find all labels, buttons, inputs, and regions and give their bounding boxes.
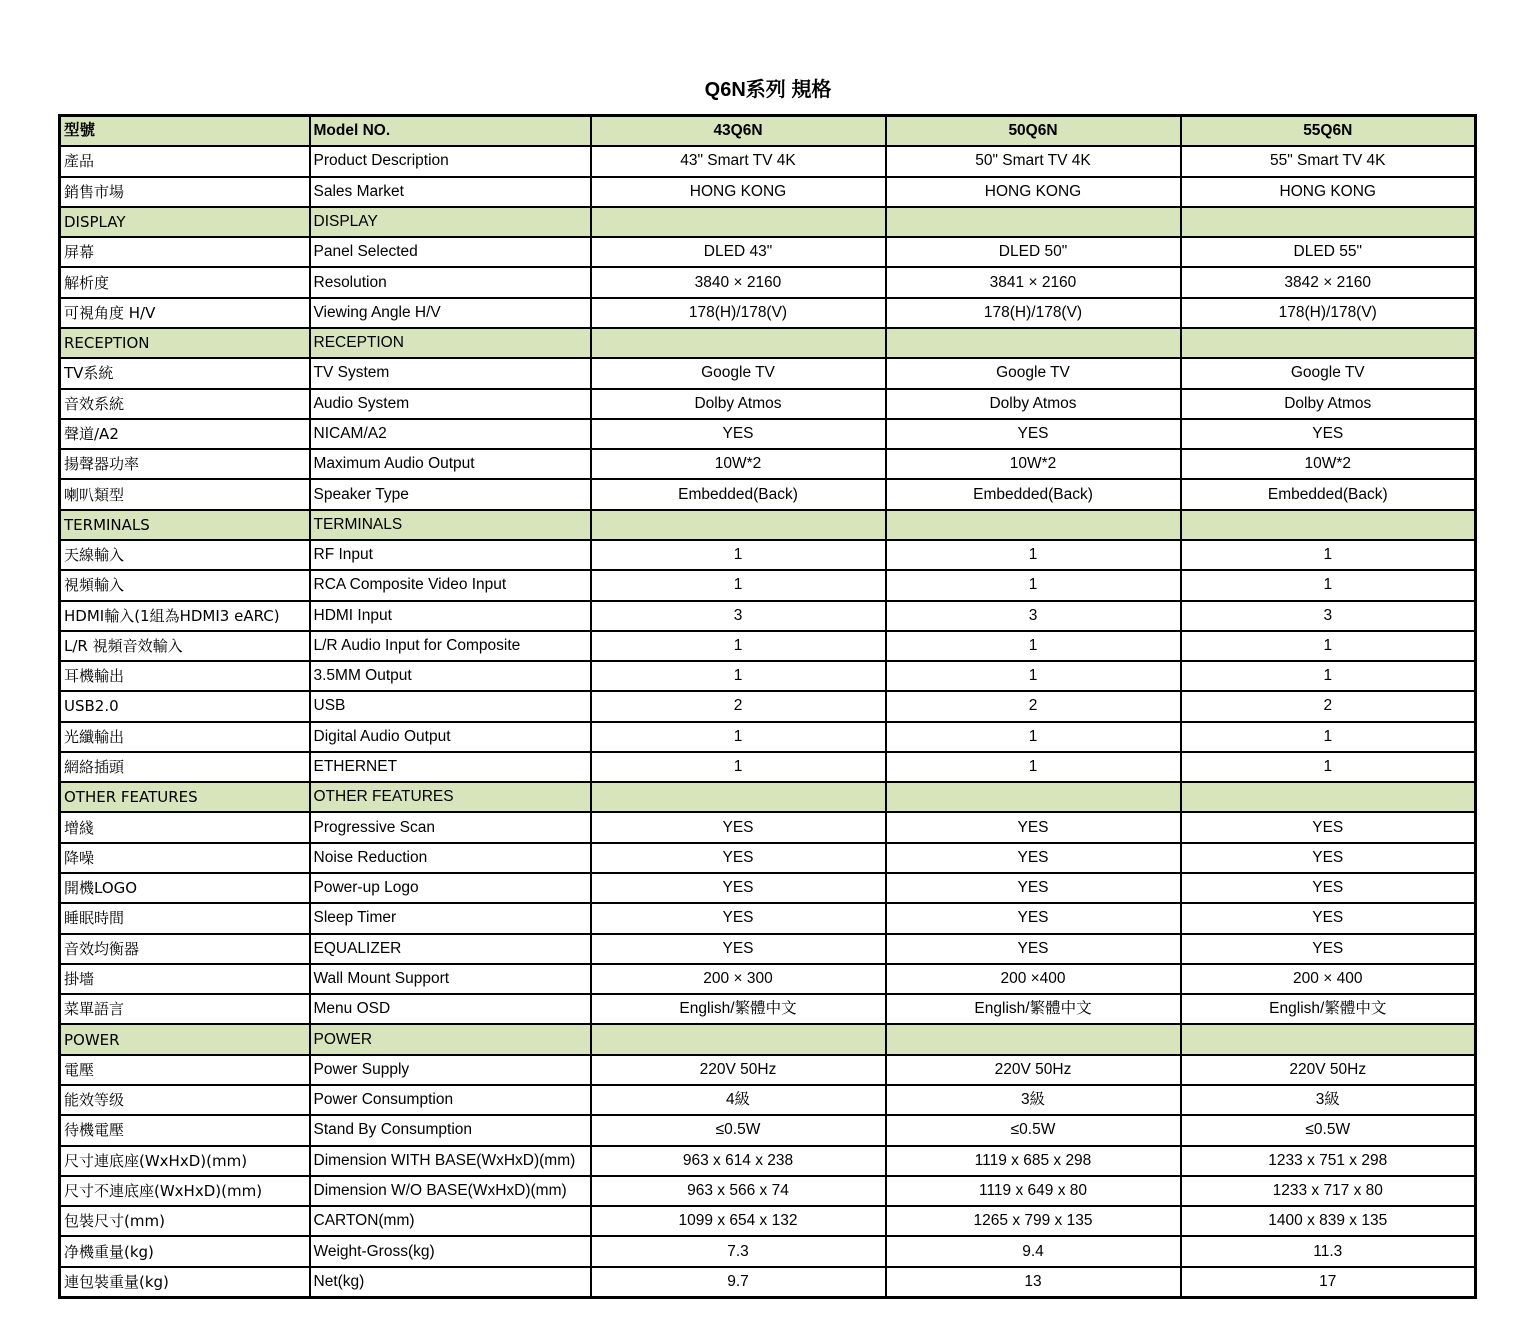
value-cell: English/繁體中文 — [886, 994, 1181, 1024]
table-row — [60, 934, 1476, 964]
value-cell: 1099 x 654 x 132 — [591, 1206, 886, 1236]
value-cell: ≤0.5W — [591, 1115, 886, 1145]
value-cell: Dolby Atmos — [591, 389, 886, 419]
row-label-zh: L/R 視頻音效輸入 — [60, 631, 310, 661]
section-empty-cell — [886, 1024, 1181, 1054]
value-cell: 220V 50Hz — [1181, 1055, 1476, 1085]
row-label-en: Speaker Type — [310, 479, 591, 509]
row-label-zh: 喇叭類型 — [60, 479, 310, 509]
row-label-zh: USB2.0 — [60, 691, 310, 721]
table-row — [60, 661, 1476, 691]
section-label-zh: TERMINALS — [60, 510, 310, 540]
row-label-zh: 聲道/A2 — [60, 419, 310, 449]
section-label-en: OTHER FEATURES — [310, 782, 591, 812]
table-row — [60, 1176, 1476, 1206]
value-cell: YES — [886, 873, 1181, 903]
value-cell: 963 x 614 x 238 — [591, 1146, 886, 1176]
row-label-en: Audio System — [310, 389, 591, 419]
row-label-en: Wall Mount Support — [310, 964, 591, 994]
row-label-zh: 揚聲器功率 — [60, 449, 310, 479]
section-label-zh: DISPLAY — [60, 207, 310, 237]
spec-table — [58, 114, 1477, 1299]
header-cell-model-43: 43Q6N — [591, 116, 886, 147]
row-label-en: Resolution — [310, 267, 591, 297]
row-label-en: Menu OSD — [310, 994, 591, 1024]
table-row — [60, 419, 1476, 449]
row-label-zh: 菜單語言 — [60, 994, 310, 1024]
row-label-en: ETHERNET — [310, 752, 591, 782]
row-label-zh: 連包裝重量(kg) — [60, 1267, 310, 1298]
row-label-zh: 電壓 — [60, 1055, 310, 1085]
table-row — [60, 964, 1476, 994]
section-row — [60, 207, 1476, 237]
section-label-zh: OTHER FEATURES — [60, 782, 310, 812]
value-cell: 2 — [1181, 691, 1476, 721]
value-cell: YES — [591, 419, 886, 449]
value-cell: ≤0.5W — [1181, 1115, 1476, 1145]
value-cell: Embedded(Back) — [591, 479, 886, 509]
value-cell: 3 — [886, 601, 1181, 631]
value-cell: YES — [591, 873, 886, 903]
value-cell: 2 — [886, 691, 1181, 721]
value-cell: YES — [886, 843, 1181, 873]
value-cell: YES — [886, 812, 1181, 842]
value-cell: 200 ×400 — [886, 964, 1181, 994]
value-cell: 1 — [1181, 722, 1476, 752]
value-cell: 3842 × 2160 — [1181, 267, 1476, 297]
row-label-en: Dimension WITH BASE(WxHxD)(mm) — [310, 1146, 591, 1176]
value-cell: 1 — [591, 570, 886, 600]
row-label-zh: 可視角度 H/V — [60, 298, 310, 328]
table-row — [60, 1085, 1476, 1115]
value-cell: Google TV — [591, 358, 886, 388]
section-row — [60, 1024, 1476, 1054]
row-label-zh: 包裝尺寸(mm) — [60, 1206, 310, 1236]
value-cell: HONG KONG — [1181, 177, 1476, 207]
value-cell: 3 — [591, 601, 886, 631]
value-cell: 3 — [1181, 601, 1476, 631]
value-cell: 4級 — [591, 1085, 886, 1115]
row-label-en: Stand By Consumption — [310, 1115, 591, 1145]
value-cell: 10W*2 — [886, 449, 1181, 479]
row-label-zh: 音效系統 — [60, 389, 310, 419]
value-cell: YES — [1181, 812, 1476, 842]
value-cell: 1265 x 799 x 135 — [886, 1206, 1181, 1236]
section-empty-cell — [591, 782, 886, 812]
value-cell: Embedded(Back) — [1181, 479, 1476, 509]
row-label-en: Digital Audio Output — [310, 722, 591, 752]
row-label-en: NICAM/A2 — [310, 419, 591, 449]
section-label-zh: RECEPTION — [60, 328, 310, 358]
spec-table-body — [60, 116, 1476, 1298]
row-label-en: L/R Audio Input for Composite — [310, 631, 591, 661]
value-cell: 1 — [886, 631, 1181, 661]
value-cell: 1233 x 717 x 80 — [1181, 1176, 1476, 1206]
value-cell: English/繁體中文 — [1181, 994, 1476, 1024]
value-cell: 10W*2 — [1181, 449, 1476, 479]
row-label-en: Dimension W/O BASE(WxHxD)(mm) — [310, 1176, 591, 1206]
section-label-en: DISPLAY — [310, 207, 591, 237]
value-cell: YES — [886, 903, 1181, 933]
section-label-en: TERMINALS — [310, 510, 591, 540]
row-label-en: Viewing Angle H/V — [310, 298, 591, 328]
table-row — [60, 479, 1476, 509]
value-cell: 1 — [886, 570, 1181, 600]
value-cell: 2 — [591, 691, 886, 721]
section-empty-cell — [1181, 1024, 1476, 1054]
value-cell: DLED 50" — [886, 237, 1181, 267]
table-row — [60, 1146, 1476, 1176]
row-label-en: Noise Reduction — [310, 843, 591, 873]
row-label-en: CARTON(mm) — [310, 1206, 591, 1236]
table-row — [60, 449, 1476, 479]
value-cell: 1 — [1181, 570, 1476, 600]
value-cell: 3840 × 2160 — [591, 267, 886, 297]
row-label-zh: 光纖輸出 — [60, 722, 310, 752]
value-cell: 1119 x 685 x 298 — [886, 1146, 1181, 1176]
row-label-zh: 網絡插頭 — [60, 752, 310, 782]
row-label-en: Sleep Timer — [310, 903, 591, 933]
row-label-en: Progressive Scan — [310, 812, 591, 842]
row-label-en: Net(kg) — [310, 1267, 591, 1298]
row-label-zh: 尺寸連底座(WxHxD)(mm) — [60, 1146, 310, 1176]
section-empty-cell — [886, 510, 1181, 540]
table-row — [60, 601, 1476, 631]
table-row — [60, 237, 1476, 267]
value-cell: 1 — [1181, 631, 1476, 661]
value-cell: 1400 x 839 x 135 — [1181, 1206, 1476, 1236]
table-row — [60, 298, 1476, 328]
table-row — [60, 843, 1476, 873]
row-label-zh: 能效等级 — [60, 1085, 310, 1115]
section-empty-cell — [1181, 207, 1476, 237]
value-cell: YES — [1181, 873, 1476, 903]
section-row — [60, 328, 1476, 358]
value-cell: Dolby Atmos — [886, 389, 1181, 419]
row-label-zh: 降噪 — [60, 843, 310, 873]
header-row — [60, 116, 1476, 147]
row-label-en: Weight-Gross(kg) — [310, 1236, 591, 1266]
table-row — [60, 570, 1476, 600]
value-cell: 9.7 — [591, 1267, 886, 1298]
section-empty-cell — [1181, 510, 1476, 540]
value-cell: 963 x 566 x 74 — [591, 1176, 886, 1206]
value-cell: English/繁體中文 — [591, 994, 886, 1024]
value-cell: 1119 x 649 x 80 — [886, 1176, 1181, 1206]
table-row — [60, 752, 1476, 782]
header-cell-en: Model NO. — [310, 116, 591, 147]
value-cell: 1 — [886, 752, 1181, 782]
value-cell: 1 — [591, 661, 886, 691]
value-cell: YES — [591, 934, 886, 964]
section-empty-cell — [591, 1024, 886, 1054]
value-cell: 9.4 — [886, 1236, 1181, 1266]
value-cell: 1 — [591, 540, 886, 570]
header-cell-model-50: 50Q6N — [886, 116, 1181, 147]
value-cell: DLED 43" — [591, 237, 886, 267]
table-row — [60, 1115, 1476, 1145]
row-label-zh: 尺寸不連底座(WxHxD)(mm) — [60, 1176, 310, 1206]
row-label-en: Power-up Logo — [310, 873, 591, 903]
row-label-en: RF Input — [310, 540, 591, 570]
table-row — [60, 631, 1476, 661]
row-label-zh: 睡眠時間 — [60, 903, 310, 933]
row-label-zh: 開機LOGO — [60, 873, 310, 903]
value-cell: DLED 55" — [1181, 237, 1476, 267]
row-label-en: Power Supply — [310, 1055, 591, 1085]
value-cell: YES — [1181, 903, 1476, 933]
table-row — [60, 389, 1476, 419]
value-cell: 50" Smart TV 4K — [886, 146, 1181, 176]
table-row — [60, 267, 1476, 297]
row-label-en: Product Description — [310, 146, 591, 176]
row-label-en: Maximum Audio Output — [310, 449, 591, 479]
value-cell: 13 — [886, 1267, 1181, 1298]
section-row — [60, 782, 1476, 812]
section-empty-cell — [1181, 328, 1476, 358]
table-row — [60, 722, 1476, 752]
value-cell: YES — [886, 419, 1181, 449]
value-cell: 1 — [886, 540, 1181, 570]
section-empty-cell — [591, 207, 886, 237]
value-cell: 178(H)/178(V) — [591, 298, 886, 328]
table-row — [60, 1236, 1476, 1266]
value-cell: YES — [1181, 419, 1476, 449]
section-empty-cell — [886, 328, 1181, 358]
value-cell: YES — [886, 934, 1181, 964]
row-label-zh: HDMI輸入(1組為HDMI3 eARC) — [60, 601, 310, 631]
table-row — [60, 691, 1476, 721]
row-label-zh: 解析度 — [60, 267, 310, 297]
row-label-en: Sales Market — [310, 177, 591, 207]
value-cell: YES — [1181, 934, 1476, 964]
row-label-zh: 耳機輸出 — [60, 661, 310, 691]
section-label-en: POWER — [310, 1024, 591, 1054]
value-cell: 55" Smart TV 4K — [1181, 146, 1476, 176]
value-cell: 10W*2 — [591, 449, 886, 479]
value-cell: 1 — [1181, 661, 1476, 691]
value-cell: 17 — [1181, 1267, 1476, 1298]
section-empty-cell — [591, 328, 886, 358]
value-cell: 7.3 — [591, 1236, 886, 1266]
section-label-zh: POWER — [60, 1024, 310, 1054]
value-cell: YES — [591, 812, 886, 842]
value-cell: 200 × 400 — [1181, 964, 1476, 994]
row-label-zh: 待機電壓 — [60, 1115, 310, 1145]
value-cell: YES — [591, 843, 886, 873]
row-label-en: RCA Composite Video Input — [310, 570, 591, 600]
value-cell: 1 — [886, 661, 1181, 691]
value-cell: Google TV — [886, 358, 1181, 388]
value-cell: 1233 x 751 x 298 — [1181, 1146, 1476, 1176]
row-label-en: USB — [310, 691, 591, 721]
row-label-en: TV System — [310, 358, 591, 388]
row-label-en: Panel Selected — [310, 237, 591, 267]
value-cell: 1 — [591, 752, 886, 782]
page-title: Q6N系列 規格 — [704, 79, 832, 101]
table-row — [60, 903, 1476, 933]
row-label-zh: 產品 — [60, 146, 310, 176]
value-cell: 1 — [591, 722, 886, 752]
value-cell: 200 × 300 — [591, 964, 886, 994]
row-label-en: 3.5MM Output — [310, 661, 591, 691]
section-label-en: RECEPTION — [310, 328, 591, 358]
value-cell: 1 — [886, 722, 1181, 752]
table-row — [60, 873, 1476, 903]
value-cell: YES — [591, 903, 886, 933]
value-cell: ≤0.5W — [886, 1115, 1181, 1145]
value-cell: 1 — [1181, 540, 1476, 570]
value-cell: 3級 — [886, 1085, 1181, 1115]
row-label-zh: 音效均衡器 — [60, 934, 310, 964]
header-cell-zh: 型號 — [60, 116, 310, 147]
value-cell: Google TV — [1181, 358, 1476, 388]
table-row — [60, 1206, 1476, 1236]
table-row — [60, 177, 1476, 207]
row-label-en: HDMI Input — [310, 601, 591, 631]
row-label-zh: 增綫 — [60, 812, 310, 842]
value-cell: 11.3 — [1181, 1236, 1476, 1266]
row-label-zh: 銷售市場 — [60, 177, 310, 207]
value-cell: HONG KONG — [886, 177, 1181, 207]
table-row — [60, 1055, 1476, 1085]
value-cell: 43" Smart TV 4K — [591, 146, 886, 176]
value-cell: 220V 50Hz — [886, 1055, 1181, 1085]
value-cell: 3841 × 2160 — [886, 267, 1181, 297]
row-label-zh: 天線輸入 — [60, 540, 310, 570]
table-row — [60, 1267, 1476, 1298]
table-row — [60, 358, 1476, 388]
row-label-zh: 净機重量(kg) — [60, 1236, 310, 1266]
value-cell: Dolby Atmos — [1181, 389, 1476, 419]
row-label-en: EQUALIZER — [310, 934, 591, 964]
table-row — [60, 146, 1476, 176]
value-cell: YES — [1181, 843, 1476, 873]
table-row — [60, 812, 1476, 842]
value-cell: 3級 — [1181, 1085, 1476, 1115]
row-label-zh: TV系統 — [60, 358, 310, 388]
value-cell: 220V 50Hz — [591, 1055, 886, 1085]
section-empty-cell — [1181, 782, 1476, 812]
value-cell: HONG KONG — [591, 177, 886, 207]
value-cell: Embedded(Back) — [886, 479, 1181, 509]
section-empty-cell — [886, 207, 1181, 237]
value-cell: 1 — [591, 631, 886, 661]
row-label-zh: 屏幕 — [60, 237, 310, 267]
section-row — [60, 510, 1476, 540]
value-cell: 178(H)/178(V) — [1181, 298, 1476, 328]
value-cell: 1 — [1181, 752, 1476, 782]
table-row — [60, 540, 1476, 570]
row-label-zh: 視頻輸入 — [60, 570, 310, 600]
row-label-en: Power Consumption — [310, 1085, 591, 1115]
value-cell: 178(H)/178(V) — [886, 298, 1181, 328]
section-empty-cell — [886, 782, 1181, 812]
row-label-zh: 掛墻 — [60, 964, 310, 994]
header-cell-model-55: 55Q6N — [1181, 116, 1476, 147]
table-row — [60, 994, 1476, 1024]
section-empty-cell — [591, 510, 886, 540]
